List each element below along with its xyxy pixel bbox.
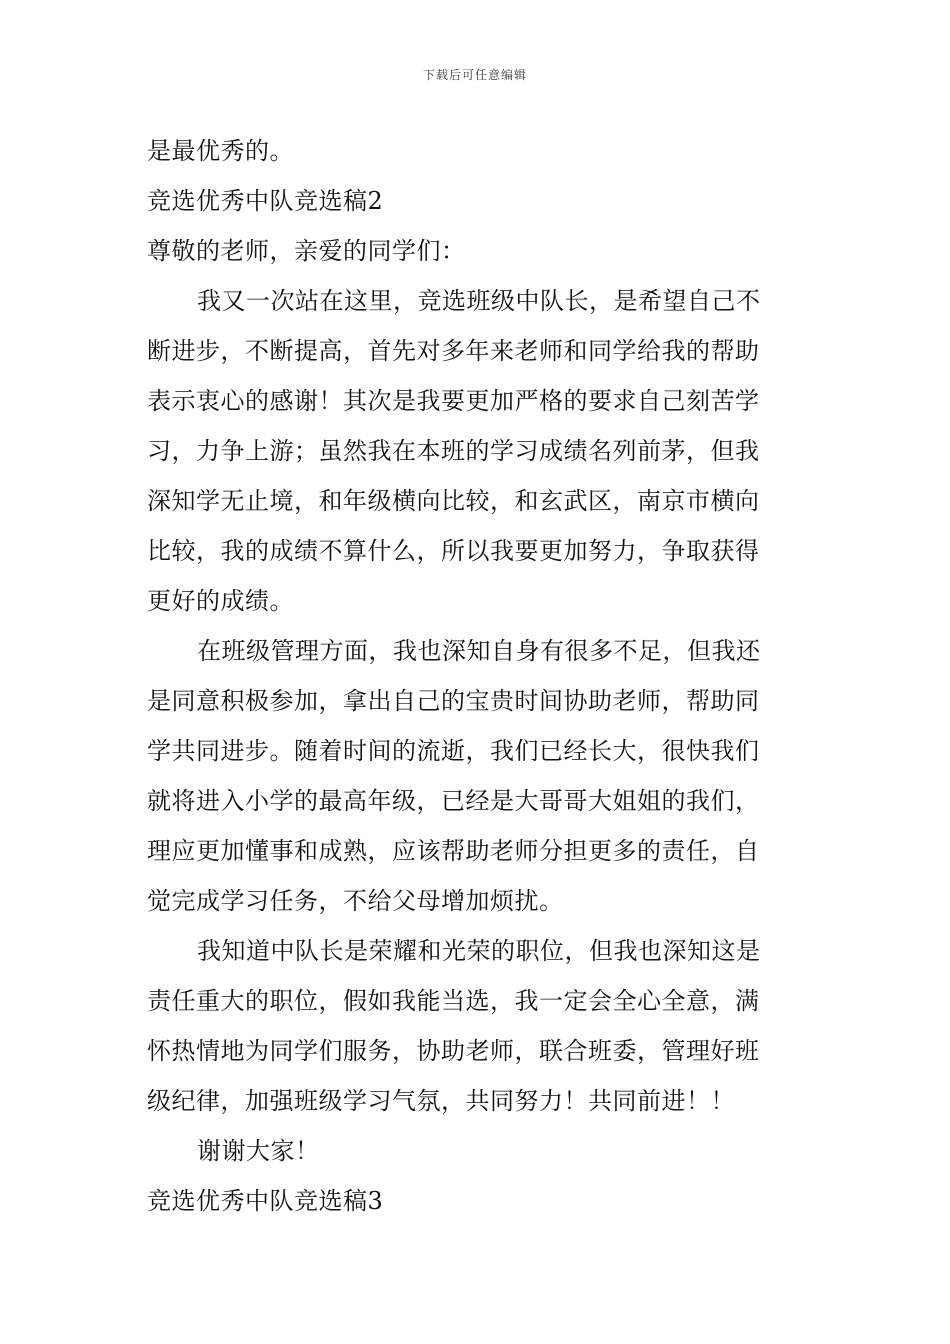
text-line: 在班级管理方面，我也深知自身有很多不足，但我还 <box>197 637 761 665</box>
text-line: 断进步，不断提高，首先对多年来老师和同学给我的帮助 <box>147 337 760 365</box>
text-line: 我知道中队长是荣耀和光荣的职位，但我也深知这是 <box>197 937 761 965</box>
text-line: 更好的成绩。 <box>147 587 294 615</box>
text-line: 习，力争上游；虽然我在本班的学习成绩名列前茅，但我 <box>147 437 760 465</box>
header-note: 下载后可任意编辑 <box>422 68 527 82</box>
text-line: 我又一次站在这里，竞选班级中队长，是希望自己不 <box>197 287 761 315</box>
text-line: 级纪律，加强班级学习气氛，共同努力！共同前进！！ <box>147 1087 735 1115</box>
text-line: 学共同进步。随着时间的流逝，我们已经长大，很快我们 <box>147 737 760 765</box>
text-line: 竞选优秀中队竞选稿2 <box>147 187 384 215</box>
text-line: 责任重大的职位，假如我能当选，我一定会全心全意，满 <box>147 987 760 1015</box>
text-line: 深知学无止境，和年级横向比较，和玄武区，南京市横向 <box>147 487 760 515</box>
text-line: 怀热情地为同学们服务，协助老师，联合班委，管理好班 <box>147 1037 760 1065</box>
text-line: 是最优秀的。 <box>147 137 294 165</box>
text-line: 竞选优秀中队竞选稿3 <box>147 1187 384 1215</box>
text-line: 谢谢大家！ <box>197 1137 320 1165</box>
text-line: 表示衷心的感谢！其次是我要更加严格的要求自己刻苦学 <box>147 387 760 415</box>
text-line: 就将进入小学的最高年级，已经是大哥哥大姐姐的我们， <box>147 787 760 815</box>
text-line: 是同意积极参加，拿出自己的宝贵时间协助老师，帮助同 <box>147 687 760 715</box>
text-line: 比较，我的成绩不算什么，所以我要更加努力，争取获得 <box>147 537 760 565</box>
text-line: 尊敬的老师，亲爱的同学们： <box>147 237 466 265</box>
text-line: 理应更加懂事和成熟，应该帮助老师分担更多的责任，自 <box>147 837 760 865</box>
document-body <box>147 126 807 1226</box>
text-line: 觉完成学习任务，不给父母增加烦扰。 <box>147 887 564 915</box>
